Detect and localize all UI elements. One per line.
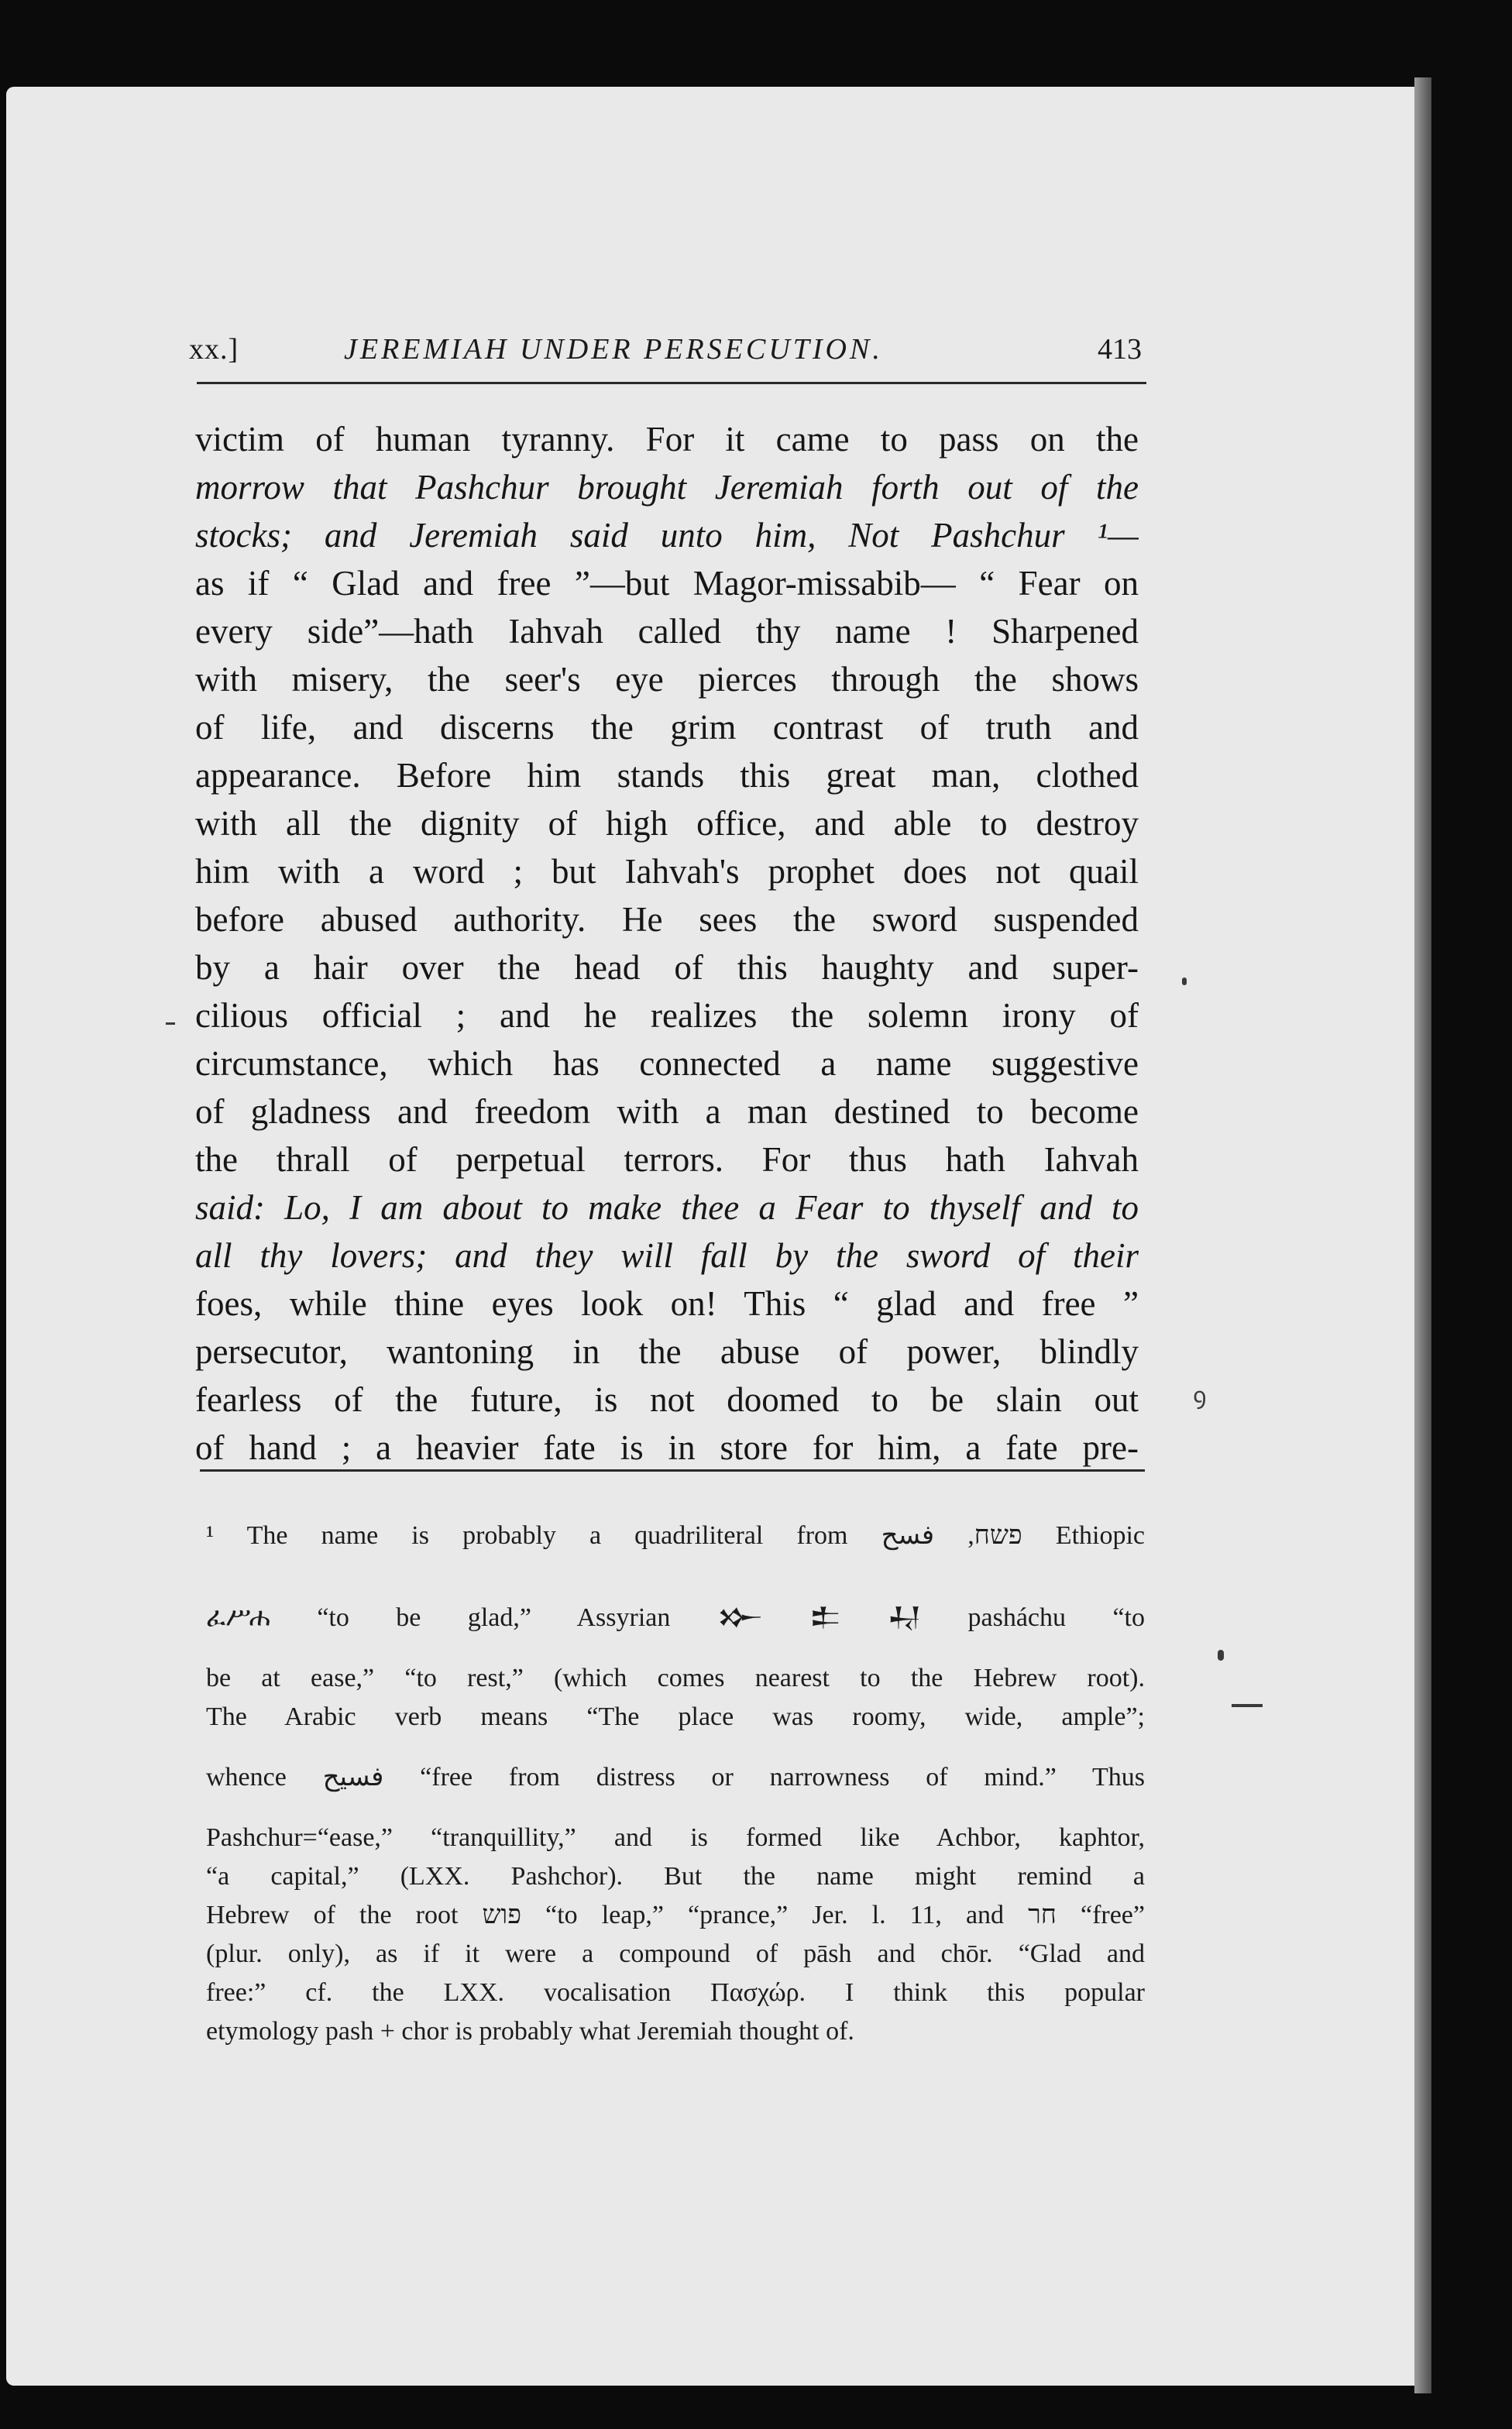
running-head — [189, 329, 1142, 376]
margin-speck — [166, 1022, 175, 1025]
body-text — [195, 415, 1139, 1472]
body-line: of life, and discerns the grim contrast of truth and — [195, 708, 1139, 747]
body-line: by a hair over the head of this haughty and super- — [195, 948, 1139, 987]
margin-dash-mark — [1232, 1704, 1263, 1707]
body-line: of hand ; a heavier fate is in store for him, a fate pre- — [195, 1428, 1139, 1467]
body-line: circumstance, which has connected a name suggestive — [195, 1044, 1139, 1083]
footnote-line: etymology pash + chor is probably what Jeremiah thought of. — [206, 2017, 854, 2046]
body-line: before abused authority. He sees the sword suspended — [195, 900, 1139, 939]
footnote — [206, 1495, 1145, 2051]
body-line: as if “ Glad and free ”—but Magor-missabib— “ Fear on — [195, 564, 1139, 603]
body-line: victim of human tyranny. For it came to pass on the — [195, 420, 1139, 459]
body-line: fearless of the future, is not doomed to be slain out — [195, 1380, 1139, 1419]
body-line: all thy lovers; and they will fall by the sword of their — [195, 1236, 1139, 1275]
running-title: JEREMIAH UNDER PERSECUTION. — [344, 333, 883, 366]
margin-ink-blot: ꝯ — [1193, 1383, 1207, 1410]
margin-speck — [1182, 977, 1187, 985]
footnote-line: free:” cf. the LXX. vocalisation Πασχώρ. I think this popular — [206, 1978, 1145, 2007]
body-line: persecutor, wantoning in the abuse of power, blindly — [195, 1332, 1139, 1371]
book-spine-edge — [1414, 77, 1431, 2393]
body-line: with all the dignity of high office, and able to destroy — [195, 804, 1139, 843]
body-line: cilious official ; and he realizes the solemn irony of — [195, 996, 1139, 1035]
chapter-marker: xx.] — [189, 333, 239, 366]
body-line: morrow that Pashchur brought Jeremiah forth out of the — [195, 468, 1139, 507]
body-line: said: Lo, I am about to make thee a Fear to thyself and to — [195, 1188, 1139, 1227]
body-line: foes, while thine eyes look on! This “ glad and free ” — [195, 1284, 1139, 1323]
footnote-line: The Arabic verb means “The place was roomy, wide, ample”; — [206, 1702, 1145, 1731]
margin-speck — [1218, 1650, 1224, 1661]
footnote-line: “a capital,” (LXX. Pashchor). But the name might remind a — [206, 1862, 1145, 1891]
footnote-line: be at ease,” “to rest,” (which comes nearest to the Hebrew root). — [206, 1664, 1145, 1692]
footnote-line: whence فسيح “free from distress or narrowness of mind.” Thus — [206, 1763, 1145, 1792]
body-line: of gladness and freedom with a man destined to become — [195, 1092, 1139, 1131]
footnote-line: Pashchur=“ease,” “tranquillity,” and is formed like Achbor, kaphtor, — [206, 1823, 1145, 1852]
footnote-line: Hebrew of the root פוש “to leap,” “prance,” Jer. l. 11, and חר “free” — [206, 1901, 1145, 1929]
body-line: the thrall of perpetual terrors. For thus hath Iahvah — [195, 1140, 1139, 1179]
body-line: with misery, the seer's eye pierces through the shows — [195, 660, 1139, 699]
body-line: appearance. Before him stands this great man, clothed — [195, 756, 1139, 795]
footnote-line: ፈሥሐ “to be glad,” Assyrian 𒁍 𒉺 𒄷 pasháchu “to — [206, 1603, 1145, 1632]
page-number: 413 — [1098, 333, 1142, 366]
footnote-line: ¹ The name is probably a quadriliteral from פשח, فسح Ethiopic — [206, 1521, 1145, 1550]
header-rule — [197, 382, 1146, 384]
body-line: stocks; and Jeremiah said unto him, Not Pashchur ¹— — [195, 516, 1139, 555]
footnote-line: (plur. only), as if it were a compound of pāsh and chōr. “Glad and — [206, 1939, 1145, 1968]
body-line: him with a word ; but Iahvah's prophet does not quail — [195, 852, 1139, 891]
footnote-rule — [200, 1469, 1145, 1472]
body-line: every side”—hath Iahvah called thy name ! Sharpened — [195, 612, 1139, 651]
